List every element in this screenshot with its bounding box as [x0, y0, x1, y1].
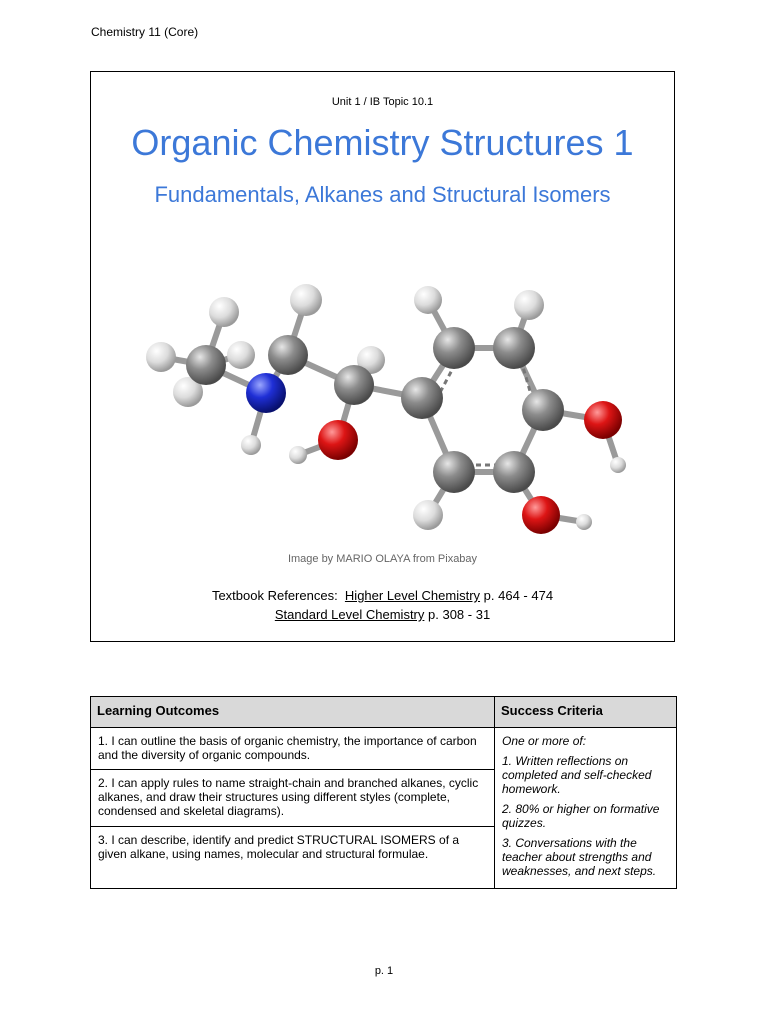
criteria-header: Success Criteria [495, 697, 677, 728]
outcome-2: 2. I can apply rules to name straight-chain and branched alkanes, cyclic alkanes, and draw their structures using different styles (complete, condensed and skeletal diagrams). [91, 770, 495, 827]
learning-outcomes-table [90, 696, 677, 889]
hl-pages: p. 464 - 474 [483, 588, 554, 603]
criteria-1: 1. Written reflections on completed and self-checked homework. [502, 754, 652, 796]
hl-book-link[interactable]: Higher Level Chemistry [344, 588, 481, 603]
molecule-image [136, 260, 636, 560]
outcomes-header: Learning Outcomes [91, 697, 495, 728]
criteria-3: 3. Conversations with the teacher about strengths and weaknesses, and next steps. [502, 836, 657, 878]
criteria-intro: One or more of: [502, 734, 587, 748]
page-title: Organic Chemistry Structures 1 [131, 122, 634, 163]
unit-label: Unit 1 / IB Topic 10.1 [331, 96, 434, 108]
course-header: Chemistry 11 (Core) [91, 25, 199, 39]
refs-label: Textbook References: [211, 588, 338, 603]
outcome-3: 3. I can describe, identify and predict STRUCTURAL ISOMERS of a given alkane, using names, molecular and structural formulae. [91, 827, 495, 889]
image-credit: Image by MARIO OLAYA from Pixabay [287, 553, 478, 565]
sl-book-link[interactable]: Standard Level Chemistry [274, 607, 425, 622]
success-criteria [495, 728, 677, 889]
page-subtitle: Fundamentals, Alkanes and Structural Isomers [154, 182, 611, 207]
cover-box [90, 71, 675, 642]
page-number: p. 1 [374, 965, 394, 977]
outcome-1: 1. I can outline the basis of organic chemistry, the importance of carbon and the diversity of organic compounds. [91, 728, 495, 770]
criteria-2: 2. 80% or higher on formative quizzes. [502, 802, 660, 830]
textbook-references [91, 586, 674, 624]
sl-pages: p. 308 - 31 [428, 607, 491, 622]
